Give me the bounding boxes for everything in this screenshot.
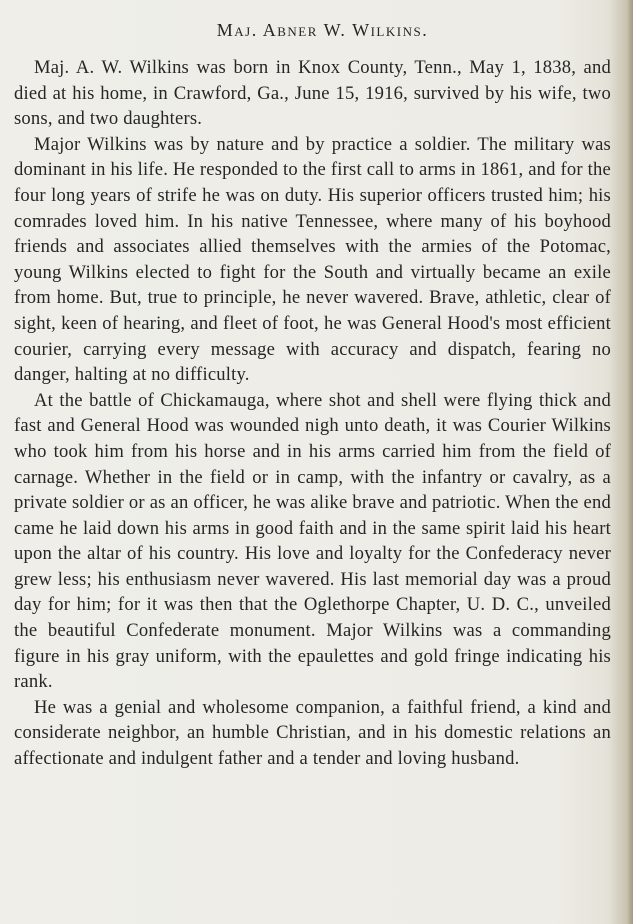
paragraph-chickamauga: At the battle of Chickamauga, where shot and shell were flying thick and fast and General Hood was wounded nigh unto death, it was Courier Wilkins who took him from his horse and in his arms carried him from the field of carnage. Whether in the field or in camp, with the infantry or cavalry, as a private soldier or as an officer, he was alike brave and patriotic. When the end came he laid down his arms in good faith and in the same spirit laid his heart upon the altar of his country. His love and loyalty for the Confederacy never grew less; his enthusiasm never wavered. His last memorial day was a proud day for him; for it was then that the Oglethorpe Chapter, U. D. C., unveiled the beautiful Confederate monument. Major Wilkins was a commanding figure in his gray uniform, with the epaulettes and gold fringe indicating his rank. [14, 389, 611, 693]
paragraph-military-service: Major Wilkins was by nature and by practice a soldier. The military was dominant in his life. He responded to the first call to arms in 1861, and for the four long years of strife he was on duty. His superior officers trusted him; his comrades loved him. In his native Tennessee, where many of his boyhood friends and associates allied themselves with the armies of the Potomac, young Wilkins elected to fight for the South and virtually became an exile from home. But, true to principle, he never wavered. Brave, athletic, clear of sight, keen of hearing, and fleet of foot, he was General Hood's most efficient courier, carrying every message with accuracy and dispatch, fearing no danger, halting at no difficulty. [14, 133, 611, 386]
page-edge-shadow [627, 0, 633, 924]
paragraph-birth-death: Maj. A. W. Wilkins was born in Knox County, Tenn., May 1, 1838, and died at his home, in Crawford, Ga., June 15, 1916, survived by his wife, two sons, and two daughters. [14, 57, 611, 130]
article-body [14, 55, 611, 772]
page-title: Maj. Abner W. Wilkins. [216, 20, 429, 40]
paragraph-character: He was a genial and wholesome companion, a faithful friend, a kind and considerate neighbor, an humble Christian, and in his domestic relations an affectionate and indulgent father and a tender and loving husband. [14, 696, 611, 770]
